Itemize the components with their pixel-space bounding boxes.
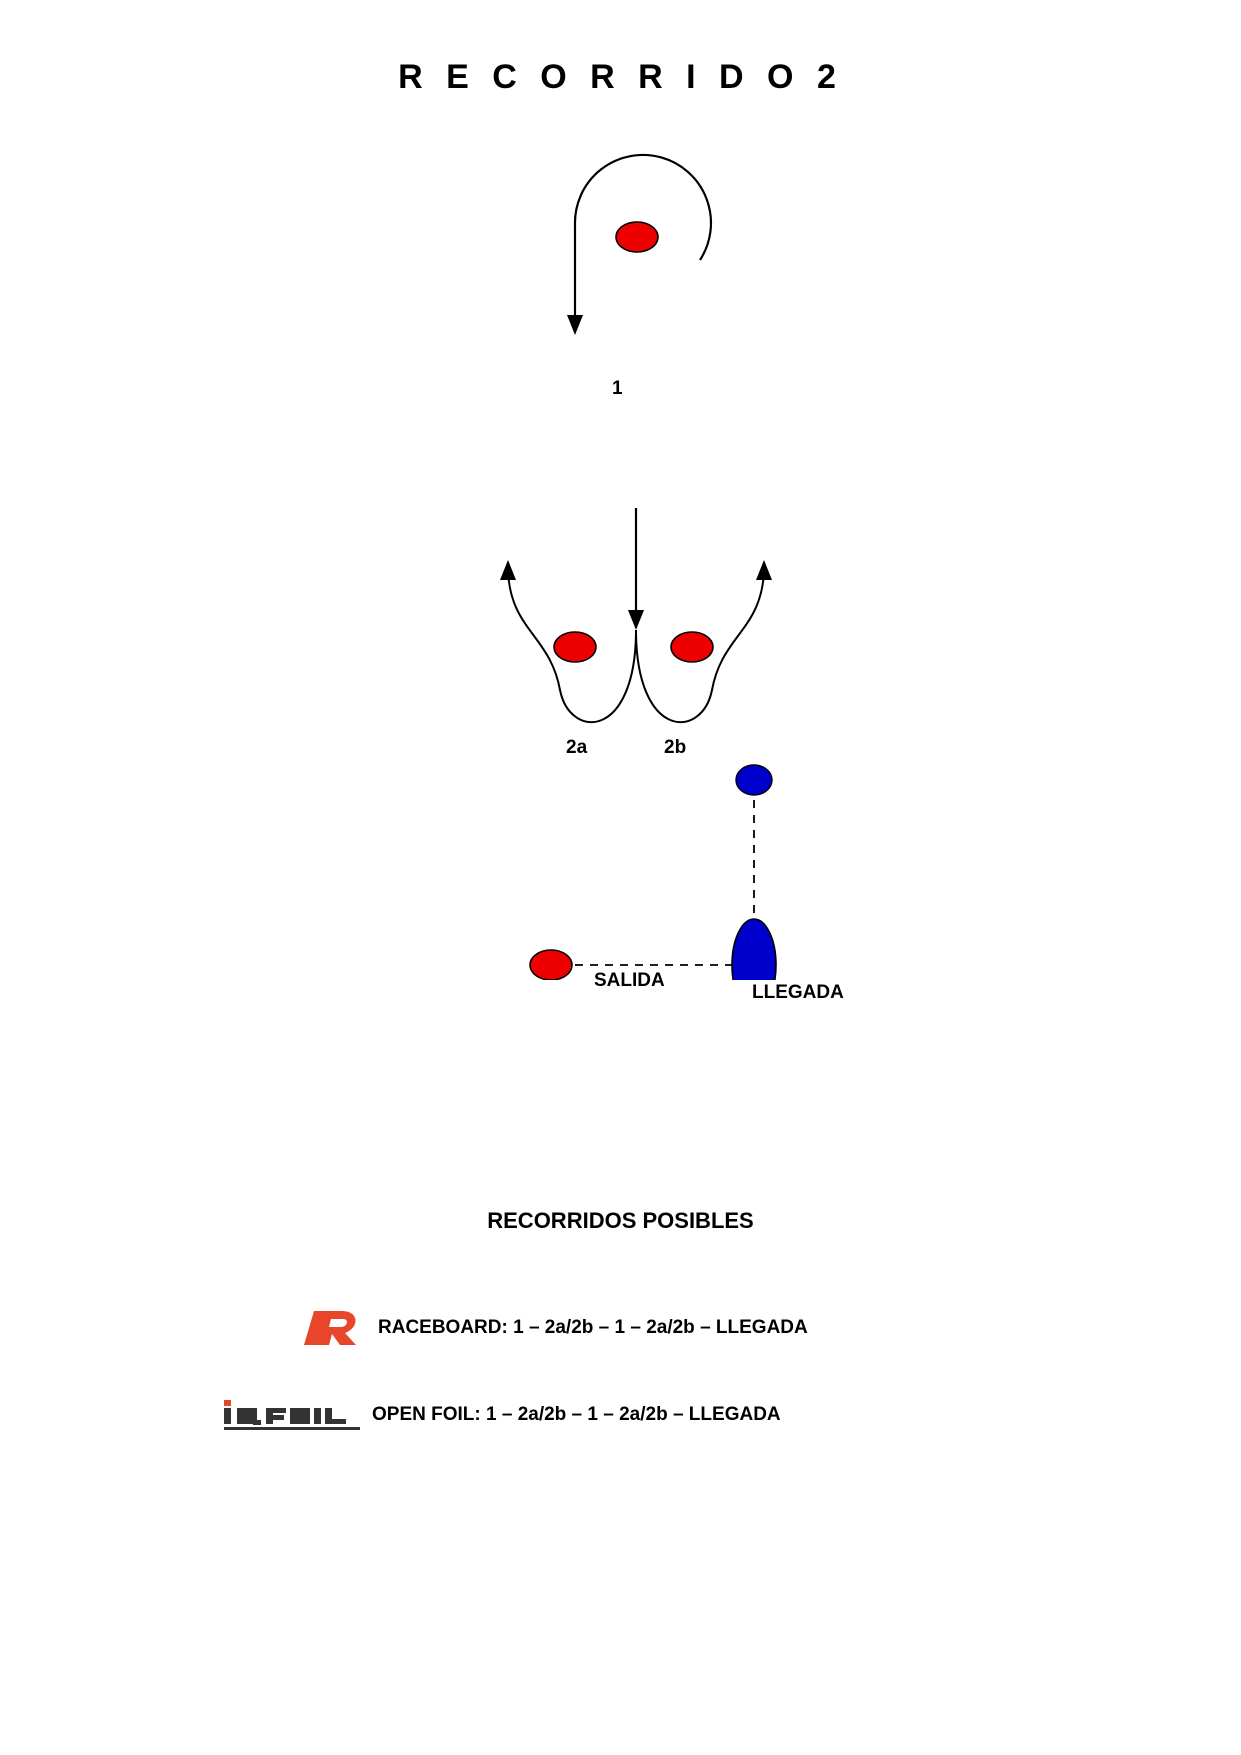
route-row-openfoil bbox=[222, 1398, 781, 1432]
buoy-mark-2a bbox=[554, 632, 596, 662]
course-diagram bbox=[0, 130, 1241, 1003]
page-title: R E C O R R I D O 2 bbox=[398, 58, 843, 96]
route-text-openfoil: OPEN FOIL: 1 – 2a/2b – 1 – 2a/2b – LLEGADA bbox=[372, 1404, 781, 1425]
iqfoil-logo-underline bbox=[224, 1427, 360, 1430]
committee-boat bbox=[732, 919, 776, 980]
mark-label-1: 1 bbox=[612, 378, 623, 399]
course-diagram-svg bbox=[0, 130, 1241, 980]
finish-line-label: LLEGADA bbox=[752, 982, 844, 1003]
iqfoil-logo-f bbox=[266, 1408, 286, 1424]
iqfoil-logo-svg bbox=[222, 1398, 362, 1432]
route-row-raceboard bbox=[300, 1305, 808, 1351]
raceboard-logo bbox=[300, 1305, 368, 1351]
arrowhead-gate-entry bbox=[628, 610, 644, 630]
buoy-mark-2b bbox=[671, 632, 713, 662]
iqfoil-logo-i-dot bbox=[224, 1400, 231, 1406]
iqfoil-logo-i-stem bbox=[224, 1408, 231, 1424]
iqfoil-logo-l bbox=[325, 1408, 346, 1424]
iqfoil-logo-o bbox=[290, 1408, 310, 1424]
iqfoil-logo-q-tail bbox=[253, 1420, 261, 1425]
buoy-finish-blue bbox=[736, 765, 772, 795]
arrowhead-2a-exit bbox=[500, 560, 516, 580]
arrowhead-2b-exit bbox=[756, 560, 772, 580]
route-text-raceboard: RACEBOARD: 1 – 2a/2b – 1 – 2a/2b – LLEGADA bbox=[378, 1317, 808, 1338]
buoy-mark-1 bbox=[616, 222, 658, 252]
mark-label-2a: 2a bbox=[566, 737, 588, 758]
buoy-start-pin bbox=[530, 950, 572, 980]
raceboard-logo-svg bbox=[300, 1305, 368, 1351]
iqfoil-logo-i2 bbox=[314, 1408, 321, 1424]
start-line-label: SALIDA bbox=[591, 970, 668, 992]
iqfoil-logo bbox=[222, 1398, 362, 1432]
arrowhead-down-mark-1 bbox=[567, 315, 583, 335]
mark-label-2b: 2b bbox=[664, 737, 687, 758]
routes-heading: RECORRIDOS POSIBLES bbox=[487, 1208, 754, 1233]
